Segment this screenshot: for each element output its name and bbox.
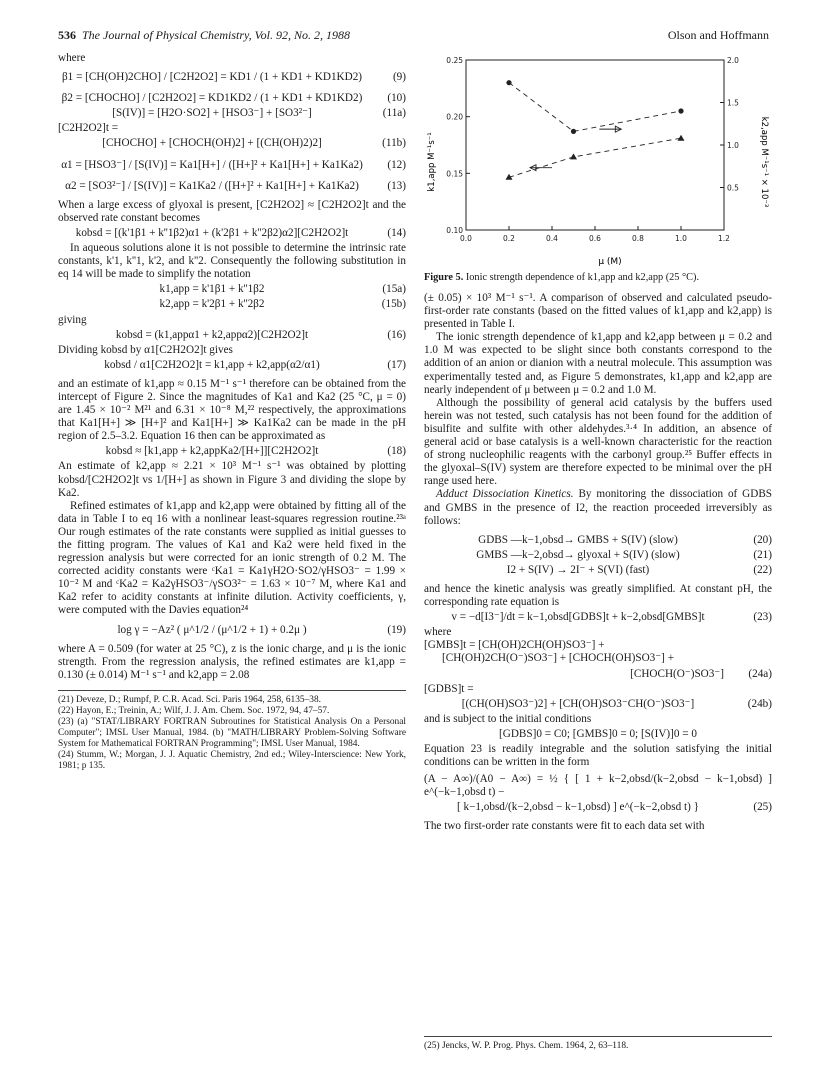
series-line xyxy=(509,83,681,132)
giving-label: giving xyxy=(58,313,87,326)
equation-10: β2 = [CHOCHO] / [C2H2O2] = KD1KD2 / (1 + KD1 + KD1KD2) (10) xyxy=(61,92,406,105)
paragraph: When a large excess of glyoxal is present, [C2H2O2] ≈ [C2H2O2]t and the observed rate constant becomes xyxy=(58,198,406,224)
equation-14: kobsd = [(k'1β1 + k''1β2)α1 + (k'2β1 + k''2β2)α2][C2H2O2]t (14) xyxy=(75,226,406,239)
where-label: where xyxy=(58,52,86,64)
y2-tick-label: 0.5 xyxy=(727,183,739,193)
y-tick-label: 0.15 xyxy=(446,169,463,179)
y-tick-label: 0.20 xyxy=(446,112,463,122)
y-tick-label: 0.25 xyxy=(446,56,463,65)
footnote: (24) Stumm, W.; Morgan, J. J. Aquatic Chemistry, 2nd ed.; Wiley-Interscience: New York, 1981; p 135. xyxy=(58,749,406,771)
paragraph: Equation 23 is readily integrable and the solution satisfying the initial conditions can be written in the form xyxy=(424,743,772,769)
equation-22: I2 + S(IV) → 2I⁻ + S(VI) (fast) (22) xyxy=(506,563,772,576)
equation-21: GMBS —k−2,obsd→ glyoxal + S(IV) (slow) (21) xyxy=(476,548,772,561)
right-column xyxy=(424,292,772,834)
paragraph: In aqueous solutions alone it is not possible to determine the intrinsic rate constants, k'1, k''1, k'2, and k''2. Consequently the following substitution in eq 14 will be made to simplify the notation xyxy=(58,242,406,281)
paragraph: where A = 0.509 (for water at 25 °C), z is the ionic charge, and μ is the ionic strength. From the regression analysis, the refined estimates are k1,app = 0.130 (± 0.014) M⁻¹ s⁻¹ and k2,app = 2.08 xyxy=(58,642,406,681)
section-heading: Adduct Dissociation Kinetics. xyxy=(436,488,574,501)
paragraph: and hence the kinetic analysis was greatly simplified. At constant pH, the corresponding rate equation is xyxy=(424,582,772,609)
paragraph: An estimate of k2,app ≈ 2.21 × 10³ M⁻¹ s⁻¹ was obtained by plotting kobsd/[C2H2O2]t vs 1/[H+] as shown in Figure 3 and dividing the slope by Ka2. xyxy=(58,460,406,499)
data-point xyxy=(506,80,511,85)
equation-18: kobsd ≈ [k1,app + k2,appKa2/[H+]][C2H2O2]t (18) xyxy=(105,445,406,458)
where-label: where xyxy=(424,626,452,639)
running-header-authors: Olson and Hoffmann xyxy=(667,28,769,42)
caption-label: Figure 5. xyxy=(424,272,464,283)
equation-12: α1 = [HSO3⁻] / [S(IV)] = Ka1[H+] / ([H+]² + Ka1[H+] + Ka1Ka2) (12) xyxy=(61,158,406,171)
chart-marks xyxy=(506,80,685,180)
paragraph: and is subject to the initial conditions xyxy=(424,712,592,725)
equation-24a-line: [CH(OH)2CH(O⁻)SO3⁻] + [CHOCH(OH)SO3⁻] + xyxy=(442,652,675,665)
paragraph: Refined estimates of k1,app and k2,app were obtained by fitting all of the data in Table I to eq 16 with a nonlinear least-squares regression routine.²³ᵃ Our rough estimates of the rate constants were supplied as initial guesses to the fitting program. The values of Ka1 and Ka2 were held fixed in the regression analysis but were corrected for an ionic strength of 0.2 M. The corrected acidity constants were ᶜKa1 = Ka1γH2O·SO2/γHSO3⁻ = 1.99 × 10⁻² M and ᶜKa2 = Ka2γHSO3⁻/γSO3²⁻ = 1.63 × 10⁻⁷ M, where Ka1 and Ka2 refer to acidity constants at infinite dilution. Activity coefficients, γ, were computed with the Davies equation²⁴ xyxy=(58,499,406,617)
paragraph: Although the possibility of general acid catalysis by the buffers used herein was not tested, such catalysis has not been found for the addition of bisulfite and sulfite with other aldehydes.³·⁴ In addition, an absence of general acid or base catalysis is a well-known characteristic for the reaction of strong nucleophilic reagents with the carbonyl group.²⁵ Buffer effects in the glyoxal–S(IV) system are therefore expected to be minimal over the pH range used here. xyxy=(424,396,772,488)
plot-frame xyxy=(466,60,724,230)
footnote: (23) (a) "STAT/LIBRARY FORTRAN Subroutines for Statistical Analysis On a Personal Computer"; IMSL User Manual, 1984. (b) "MATH/LIBRARY Problem-Solving Software System for Mathematical FORTRAN Programming"; IMSL User Manual, 1984. xyxy=(58,716,406,749)
figure-5-chart xyxy=(424,52,772,267)
x-axis-label: μ (M) xyxy=(598,257,622,267)
series-line xyxy=(509,138,681,177)
paragraph: Dividing kobsd by α1[C2H2O2]t gives xyxy=(58,343,233,356)
running-header-left xyxy=(58,28,350,43)
page-number: 536 xyxy=(58,28,76,42)
data-point xyxy=(678,108,683,113)
equation-15b: k2,app = k'2β1 + k''2β2 (15b) xyxy=(159,298,406,311)
journal-citation: The Journal of Physical Chemistry, Vol. 92, No. 2, 1988 xyxy=(82,28,350,42)
y-tick-label: 0.10 xyxy=(446,226,463,235)
y2-tick-label: 1.0 xyxy=(727,141,739,150)
caption-text: Ionic strength dependence of k1,app and k2,app (25 °C). xyxy=(465,272,700,283)
data-point xyxy=(678,135,685,141)
equation-11b-lhs: [C2H2O2]t = xyxy=(58,122,119,135)
equation-25-line: (A − A∞)/(A0 − A∞) = ½ { [ 1 + k−2,obsd/(k−2,obsd − k−1,obsd) ] e^(−k−1,obsd t) − xyxy=(424,773,772,799)
x-tick-label: 0.8 xyxy=(632,234,644,243)
equation-16: kobsd = (k1,appα1 + k2,appα2)[C2H2O2]t (16) xyxy=(115,328,406,341)
figure-caption xyxy=(424,272,772,283)
equation-24a: [CHOCH(O⁻)SO3⁻] (24a) xyxy=(630,667,772,680)
data-point xyxy=(571,129,576,134)
x-tick-label: 1.2 xyxy=(718,234,730,243)
paragraph: The two first-order rate constants were fit to each data set with xyxy=(424,820,705,833)
equation-17: kobsd / α1[C2H2O2]t = k1,app + k2,app(α2/α1) (17) xyxy=(104,358,406,371)
x-tick-label: 0.2 xyxy=(503,234,515,243)
equation-20: GDBS —k−1,obsd→ GMBS + S(IV) (slow) (20) xyxy=(478,533,772,546)
paragraph: and an estimate of k1,app ≈ 0.15 M⁻¹ s⁻¹ therefore can be obtained from the intercept of Figure 2. Since the magnitudes of Ka1 and Ka2 (25 °C, μ = 0) are 1.45 × 10⁻² M²¹ and 6.31 × 10⁻⁸ M,²² respectively, the approximations that Ka1[H+] ≫ [H+]² and Ka1[H+] ≫ Ka1Ka2 can be made in the pH region of 2.5–3.2. Equation 16 then can be approximated as xyxy=(58,377,406,443)
y2-tick-label: 2.0 xyxy=(727,56,739,65)
x-tick-label: 1.0 xyxy=(675,234,687,243)
x-tick-label: 0.4 xyxy=(546,234,558,243)
footnote: (22) Hayon, E.; Treinin, A.; Wilf, J. J. Am. Chem. Soc. 1972, 94, 47–57. xyxy=(58,705,330,716)
equation-15a: k1,app = k'1β1 + k''1β2 (15a) xyxy=(159,283,406,296)
x-tick-label: 0.6 xyxy=(589,234,601,243)
equation-23: v = −d[I3⁻]/dt = k−1,obsd[GDBS]t + k−2,obsd[GMBS]t (23) xyxy=(451,611,772,624)
y2-tick-label: 1.5 xyxy=(727,98,739,108)
equation-19: log γ = −Az² ( μ^1/2 / (μ^1/2 + 1) + 0.2μ ) (19) xyxy=(117,623,406,636)
equation-13: α2 = [SO3²⁻] / [S(IV)] = Ka1Ka2 / ([H+]² + Ka1[H+] + Ka1Ka2) (13) xyxy=(65,179,406,192)
equation-9: β1 = [CH(OH)2CHO] / [C2H2O2] = KD1 / (1 + KD1 + KD1KD2) (9) xyxy=(61,71,406,84)
footnotes xyxy=(424,1036,772,1051)
equation-24b-lhs: [GDBS]t = xyxy=(424,682,474,695)
initial-conditions: [GDBS]0 = C0; [GMBS]0 = 0; [S(IV)]0 = 0 xyxy=(499,727,697,740)
footnotes xyxy=(58,690,406,772)
paragraph: The ionic strength dependence of k1,app and k2,app between μ = 0.2 and 1.0 M was expected to be slight since both constants correspond to the addition of an anion or dianion with a neutral molecule. This assumption was experimentally tested and, as Figure 5 demonstrates, k1,app and k2,app are nearly independent of μ between μ = 0.2 and 1.0 M. xyxy=(424,331,772,396)
figure-5 xyxy=(424,52,772,288)
paragraph: (± 0.05) × 10³ M⁻¹ s⁻¹. A comparison of observed and calculated pseudo-first-order rate constants (based on the fitted values of k1,app and k2,app) is presented in Table I. xyxy=(424,292,772,331)
data-point xyxy=(570,153,577,159)
equation-25: [ k−1,obsd/(k−2,obsd − k−1,obsd) ] e^(−k−2,obsd t) } (25) xyxy=(456,801,772,814)
right-axis-label: k2,app M⁻¹s⁻¹ × 10⁻³ xyxy=(759,116,769,208)
equation-11b: [CHOCHO] + [CHOCH(OH)2] + [(CH(OH)2)2] (11b) xyxy=(102,137,406,150)
equation-24a-line: [GMBS]t = [CH(OH)2CH(OH)SO3⁻] + xyxy=(424,639,605,652)
chart-axes xyxy=(446,56,739,243)
equation-24b: [(CH(OH)SO3⁻)2] + [CH(OH)SO3⁻CH(O⁻)SO3⁻] (24b) xyxy=(461,697,772,710)
footnote: (25) Jencks, W. P. Prog. Phys. Chem. 1964, 2, 63–118. xyxy=(424,1041,629,1051)
left-axis-label: k1,app M⁻¹s⁻¹ xyxy=(427,132,437,192)
equation-11a: [S(IV)] = [H2O·SO2] + [HSO3⁻] + [SO3²⁻] (11a) xyxy=(112,107,406,120)
footnote: (21) Deveze, D.; Rumpf, P. C.R. Acad. Sci. Paris 1964, 258, 6135–38. xyxy=(58,694,321,705)
paragraph: Adduct Dissociation Kinetics. By monitoring the dissociation of GDBS and GMBS in the presence of I2, the reaction proceeded irreversibly as follows: xyxy=(424,488,773,527)
left-column xyxy=(58,52,406,772)
x-tick-label: 0.0 xyxy=(460,234,472,243)
